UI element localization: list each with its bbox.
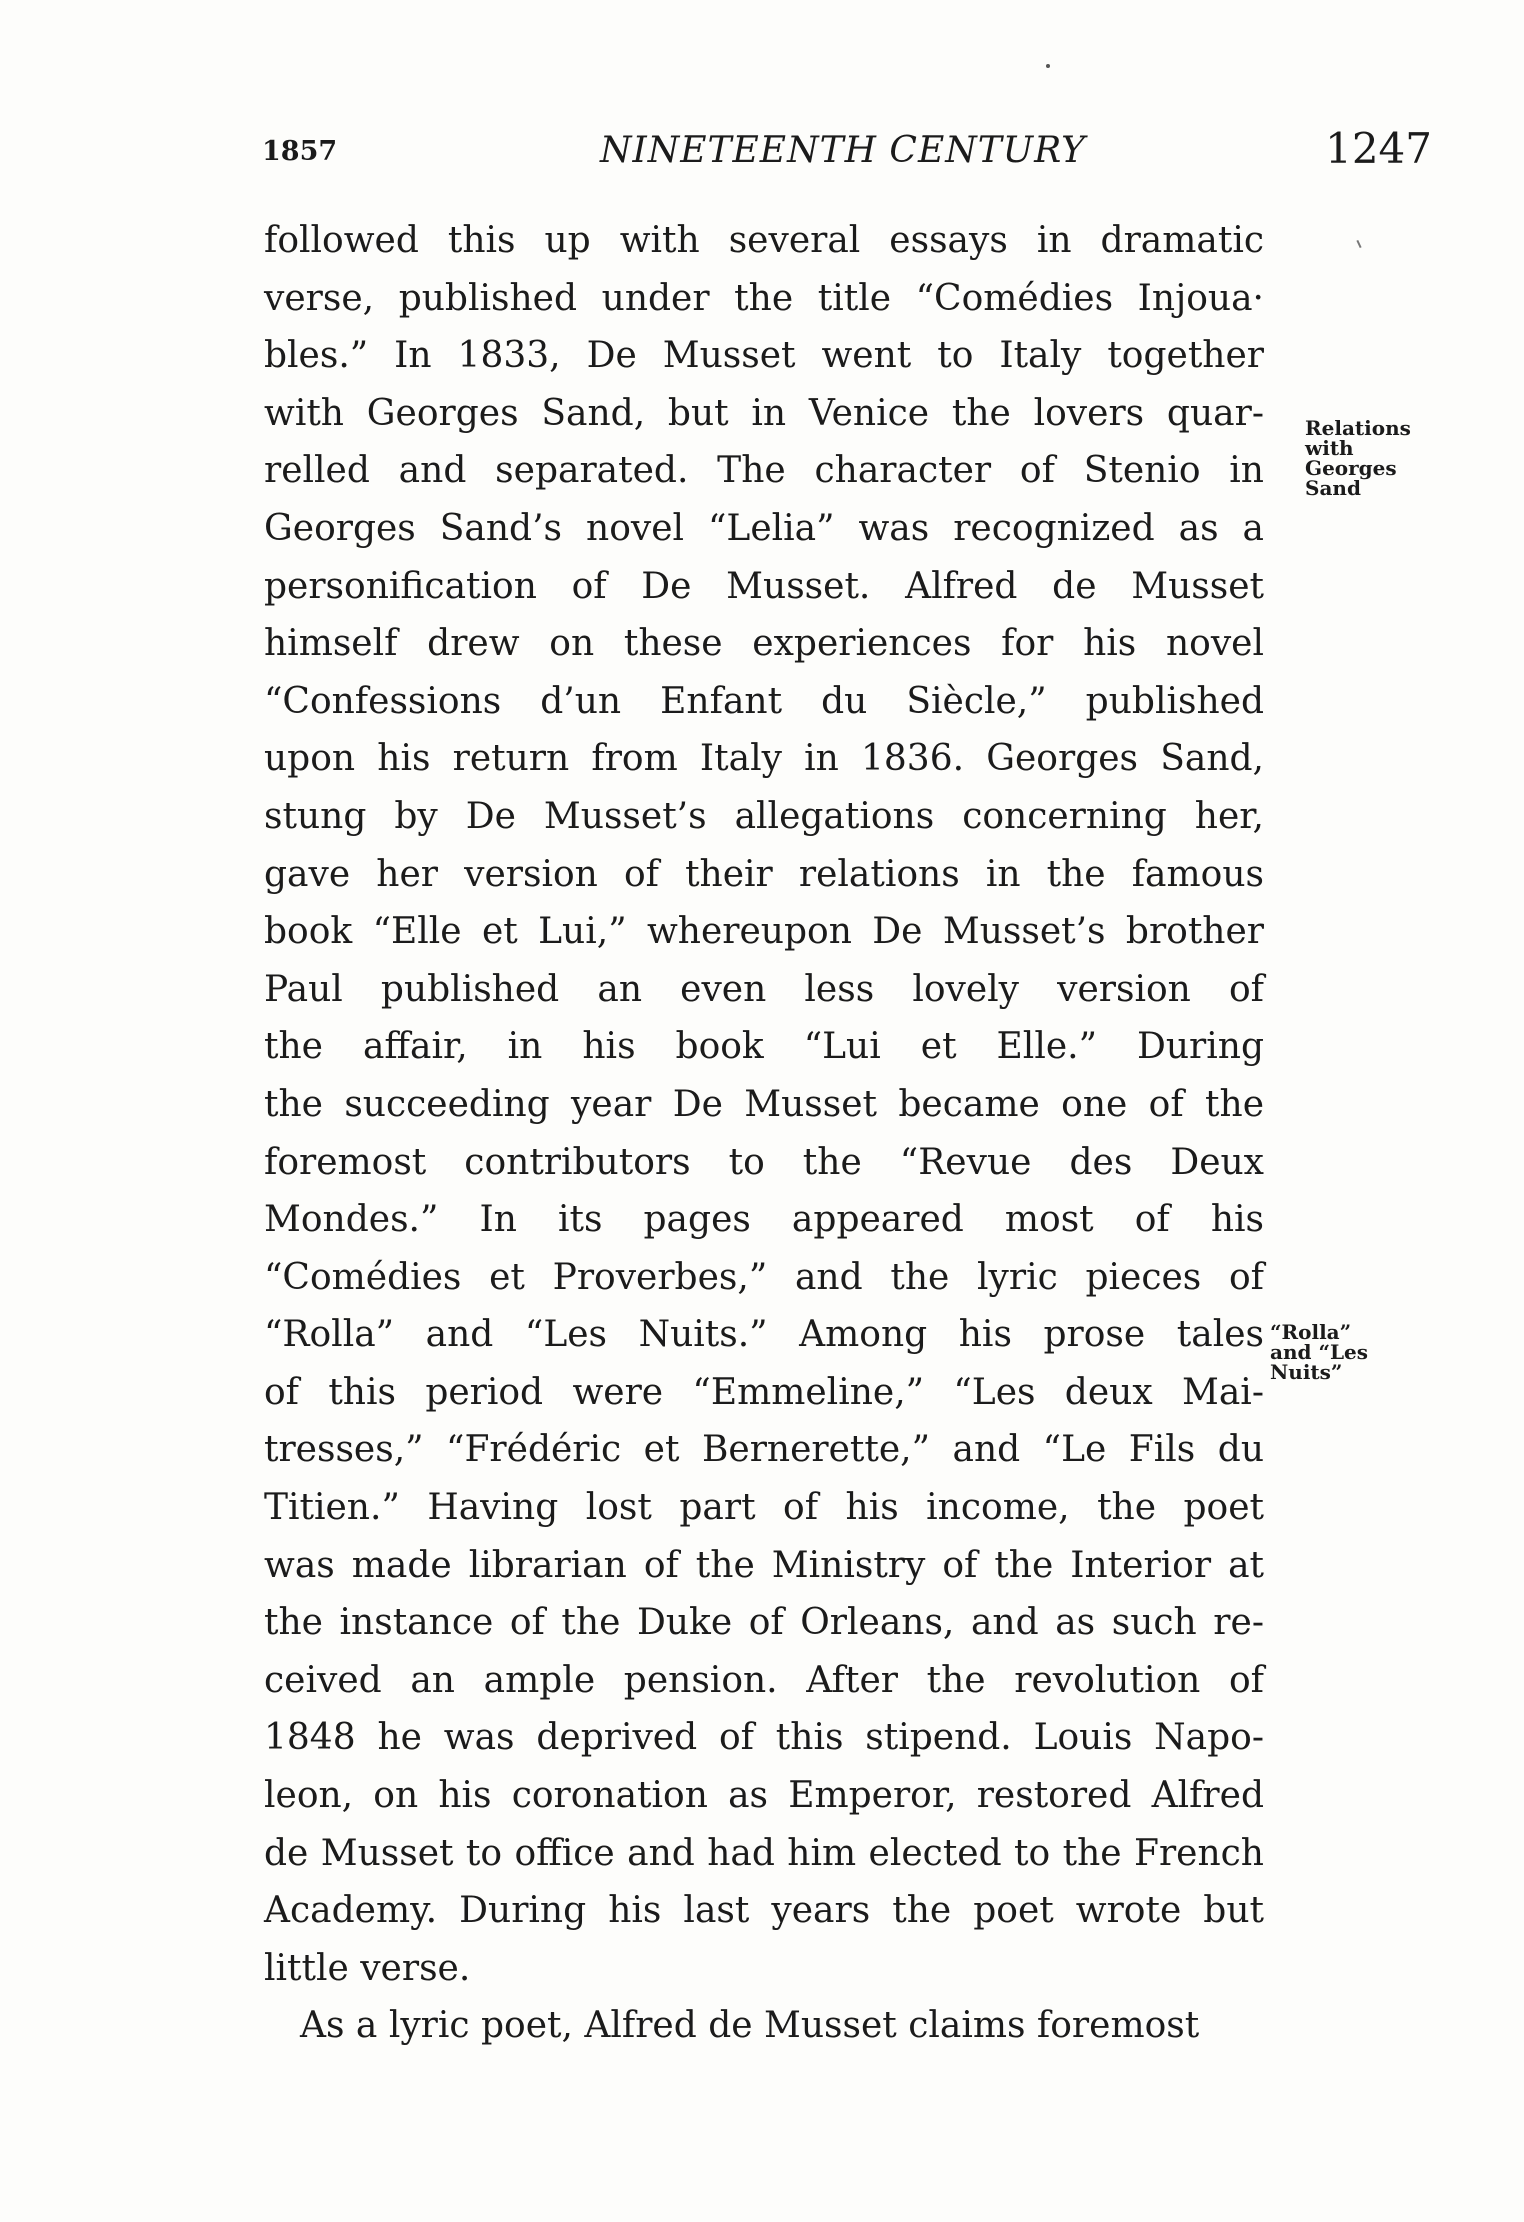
text-line: stung by De Musset’s allegations concerning her, [264, 795, 1264, 837]
text-line: bles.” In 1833, De Musset went to Italy together [264, 335, 1264, 377]
page-number: 1247 [1325, 124, 1432, 173]
text-line: upon his return from Italy in 1836. Georges Sand, [264, 738, 1264, 780]
marginal-note-line: Sand [1305, 476, 1361, 500]
text-line: book “Elle et Lui,” whereupon De Musset’s brother [264, 911, 1264, 953]
text-line: with Georges Sand, but in Venice the lovers quar- [264, 392, 1264, 434]
running-header [0, 118, 1524, 178]
text-line: leon, on his coronation as Emperor, restored Alfred [264, 1775, 1264, 1817]
header-year: 1857 [262, 136, 338, 167]
text-line: followed this up with several essays in dramatic [264, 220, 1264, 261]
marginal-note-line: “Rolla” [1270, 1320, 1352, 1344]
marginal-note-relations [1305, 418, 1411, 498]
text-line: tresses,” “Frédéric et Bernerette,” and “Le Fils du [264, 1429, 1264, 1471]
text-line: verse, published under the title “Comédies Injoua· [264, 277, 1264, 319]
text-line: Mondes.” In its pages appeared most of his [264, 1199, 1264, 1241]
text-line: relled and separated. The character of Stenio in [264, 450, 1264, 492]
text-line: foremost contributors to the “Revue des Deux [264, 1141, 1264, 1183]
text-line: of this period were “Emmeline,” “Les deux Mai- [264, 1371, 1264, 1413]
text-line: 1848 he was deprived of this stipend. Louis Napo- [264, 1717, 1264, 1759]
text-line: the affair, in his book “Lui et Elle.” During [264, 1026, 1264, 1068]
text-line: “Confessions d’un Enfant du Siècle,” published [264, 680, 1264, 722]
marginal-note-line: Relations [1305, 416, 1411, 440]
text-line: the instance of the Duke of Orleans, and as such re- [264, 1602, 1264, 1644]
text-line: Titien.” Having lost part of his income, the poet [264, 1487, 1264, 1529]
text-line: Georges Sand’s novel “Lelia” was recognized as a [264, 507, 1264, 549]
text-line: As a lyric poet, Alfred de Musset claims foremost [300, 2005, 1200, 2047]
header-title: NINETEENTH CENTURY [600, 130, 1086, 171]
text-line: “Rolla” and “Les Nuits.” Among his prose tales [264, 1314, 1264, 1356]
text-line: “Comédies et Proverbes,” and the lyric pieces of [264, 1256, 1264, 1298]
marginal-note-line: Nuits” [1270, 1360, 1343, 1384]
body-text [264, 212, 1264, 2055]
marginal-note-line: Georges [1305, 456, 1397, 480]
marginal-note-rolla [1270, 1322, 1368, 1382]
marginal-note-line: and “Les [1270, 1340, 1368, 1364]
text-line: was made librarian of the Ministry of the Interior at [264, 1544, 1264, 1586]
marginal-note-line: with [1305, 436, 1354, 460]
text-line: himself drew on these experiences for his novel [264, 623, 1264, 665]
text-line: ceived an ample pension. After the revolution of [264, 1659, 1264, 1701]
ink-speck [1046, 64, 1050, 68]
text-line: gave her version of their relations in the famous [264, 853, 1264, 895]
text-line: de Musset to office and had him elected to the French [264, 1832, 1264, 1874]
text-line: the succeeding year De Musset became one of the [264, 1083, 1264, 1125]
text-line: personification of De Musset. Alfred de Musset [264, 565, 1264, 607]
ink-mark [1356, 240, 1361, 248]
text-line: Paul published an even less lovely version of [264, 968, 1264, 1010]
text-line: little verse. [264, 1947, 471, 1989]
text-line: Academy. During his last years the poet wrote but [264, 1890, 1264, 1932]
